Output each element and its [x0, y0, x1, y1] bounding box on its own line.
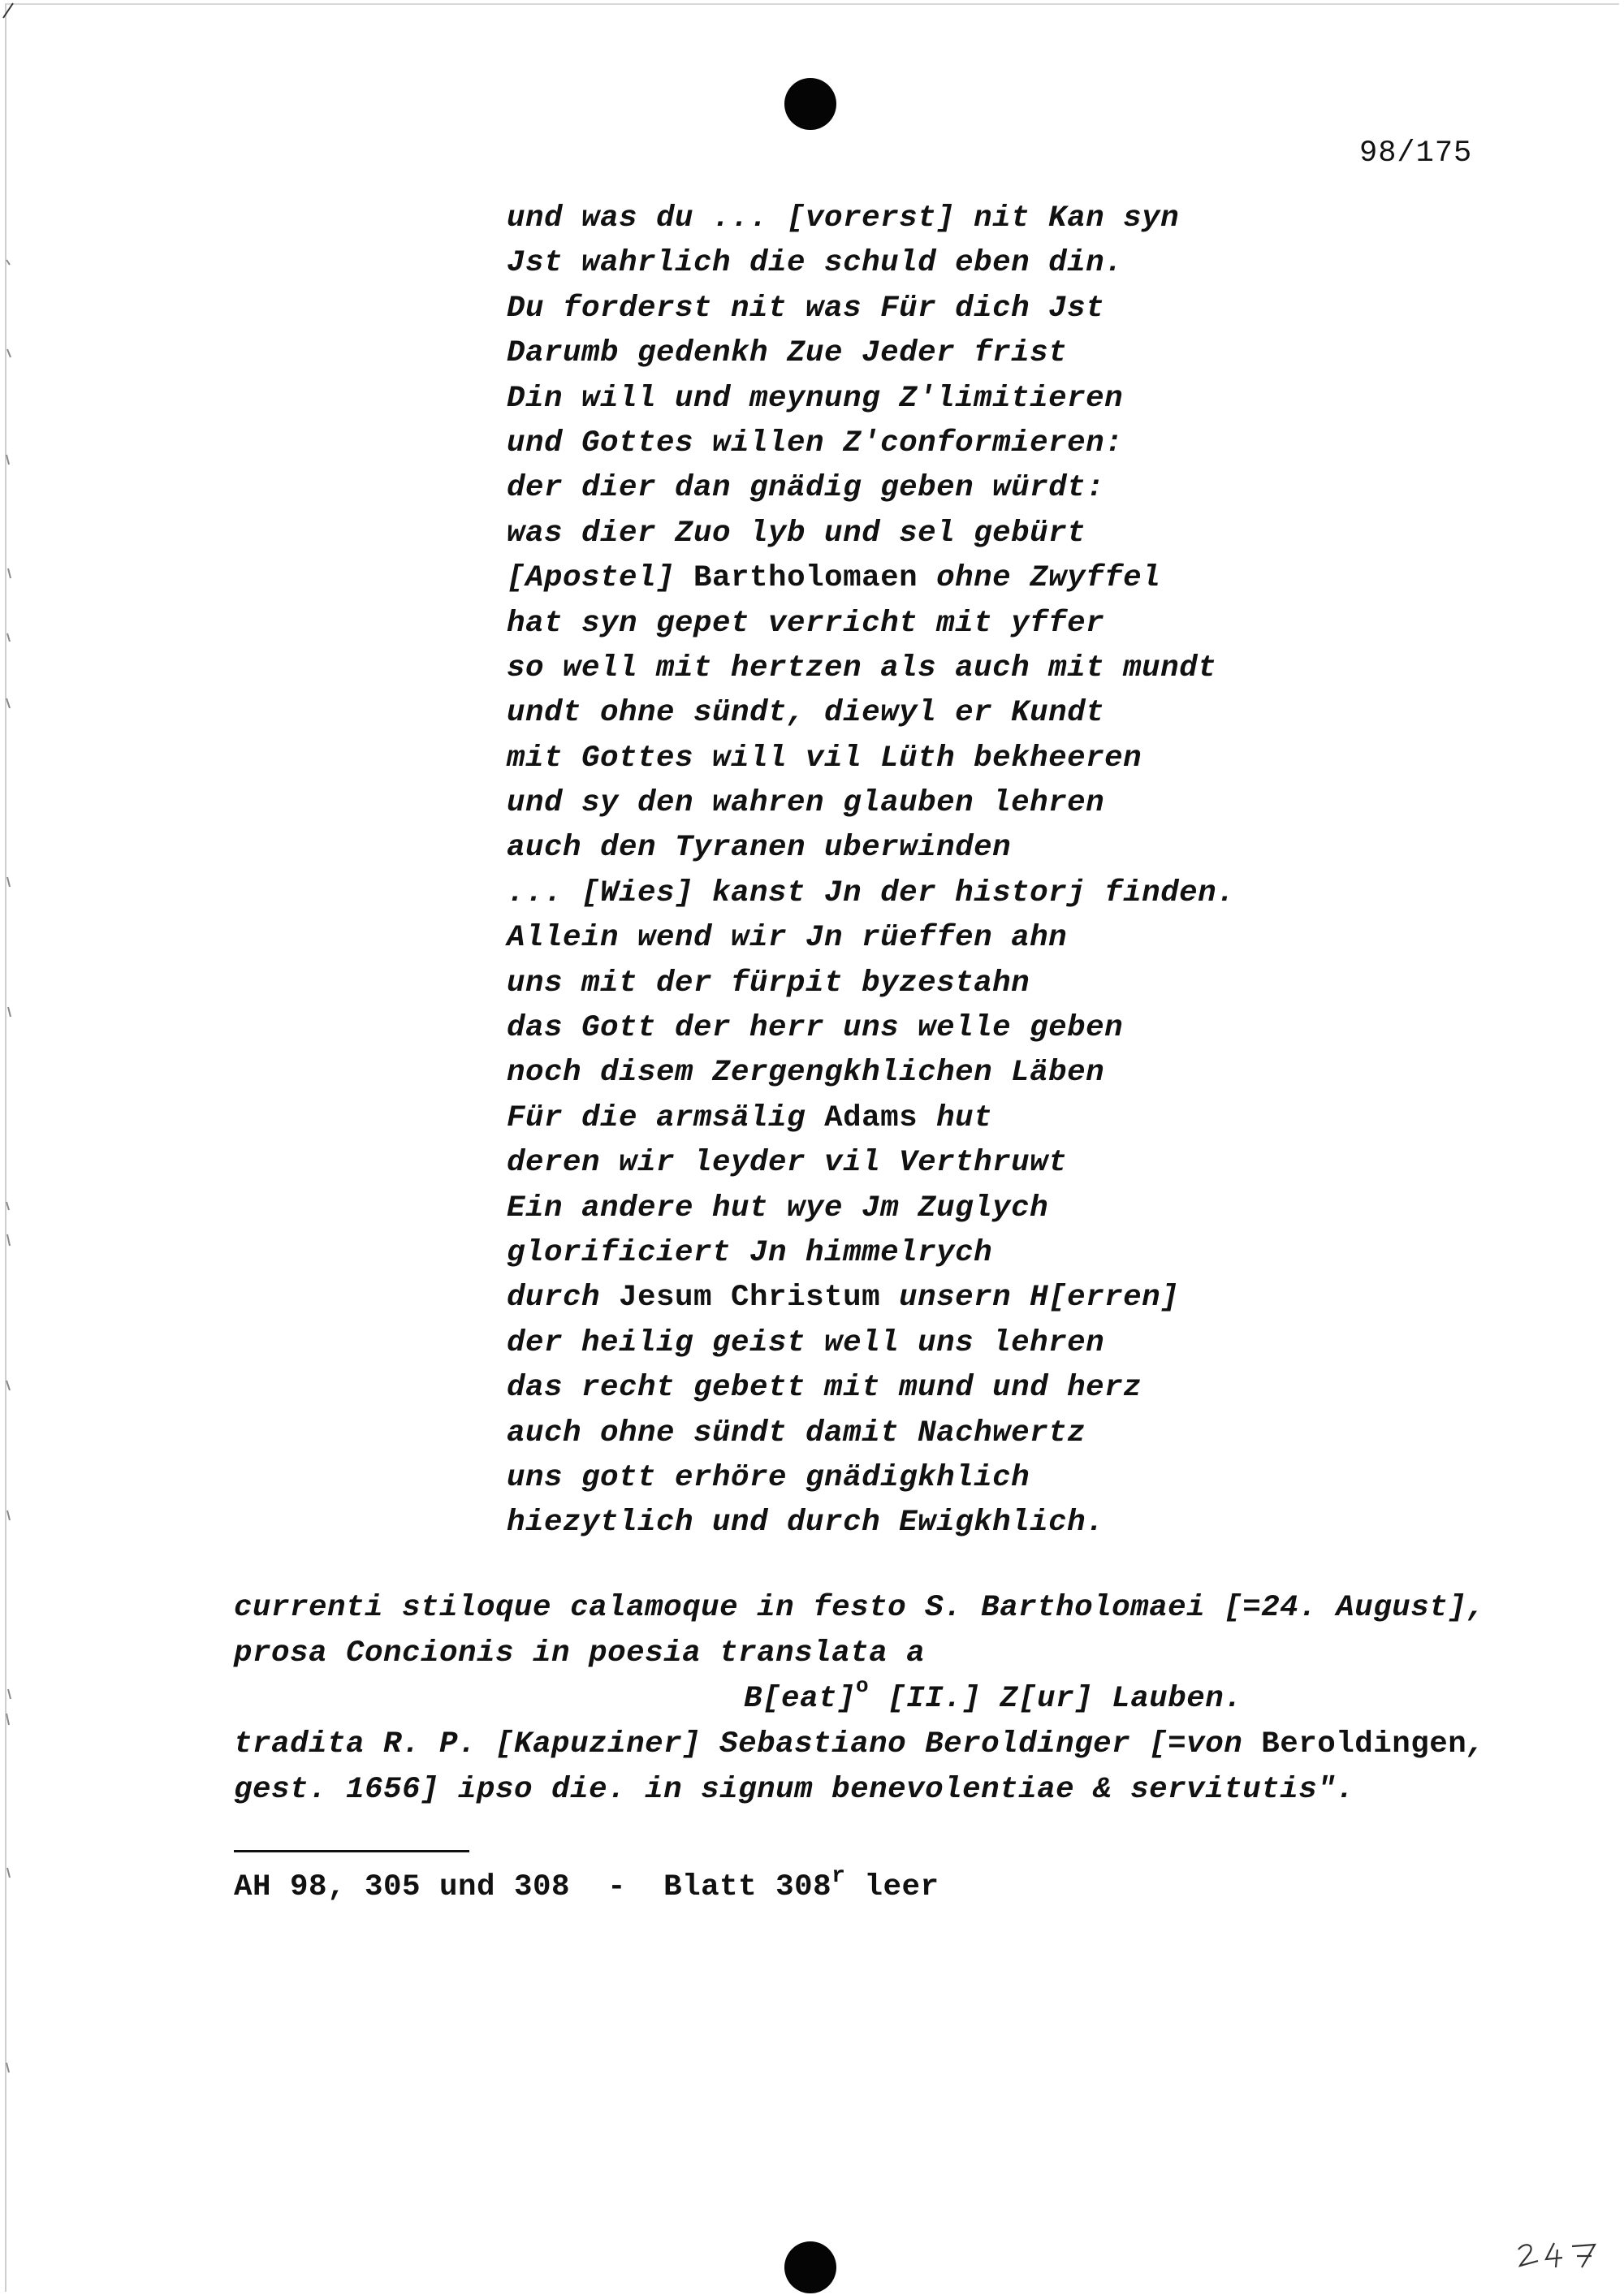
- poem-line: ... [Wies] kanst Jn der historj finden.: [507, 875, 1236, 910]
- poem-line: das recht gebett mit mund und herz: [507, 1371, 1142, 1406]
- poem-text-span: Für die armsälig: [507, 1100, 825, 1135]
- poem-line: hiezytlich und durch Ewigkhlich.: [507, 1506, 1105, 1541]
- punch-hole-bottom: [784, 2241, 836, 2293]
- punch-hole-top: [784, 78, 836, 130]
- poem-text-span: hut: [918, 1100, 993, 1135]
- poem-text: [507, 197, 1235, 1546]
- poem-line: auch den Tyranen uberwinden: [507, 831, 1012, 866]
- poem-text-span: ohne Zwyffel: [918, 561, 1161, 596]
- superscript-o: o: [856, 1674, 870, 1698]
- poem-text-span: [Apostel]: [507, 561, 694, 596]
- poem-text-span: durch: [507, 1281, 620, 1316]
- poem-text-span: unsern H[erren]: [880, 1281, 1180, 1316]
- prose-text-span: ,: [1466, 1727, 1486, 1761]
- prose-line: gest. 1656] ipso die. in signum benevolentiae & servitutis".: [234, 1773, 1355, 1807]
- poem-bold-name: Adams: [824, 1100, 918, 1135]
- footnote-text: AH 98, 305 und 308 - Blatt 308: [234, 1870, 832, 1904]
- prose-line-signature: [234, 1676, 1485, 1722]
- poem-line: Allein wend wir Jn rüeffen ahn: [507, 921, 1068, 956]
- poem-line: hat syn gepet verricht mit yffer: [507, 606, 1105, 641]
- poem-line: deren wir leyder vil Verthruwt: [507, 1146, 1068, 1181]
- handwritten-page-number: [1514, 2238, 1603, 2271]
- prose-text-span: tradita R. P. [Kapuziner] Sebastiano Beroldinger [=von: [234, 1727, 1262, 1761]
- poem-line: uns mit der fürpit byzestahn: [507, 966, 1030, 1001]
- poem-line: das Gott der herr uns welle geben: [507, 1011, 1124, 1046]
- poem-line: der heilig geist well uns lehren: [507, 1325, 1105, 1360]
- bold-name-beroldingen: Beroldingen: [1261, 1727, 1467, 1761]
- poem-line: Din will und meynung Z'limitieren: [507, 381, 1124, 416]
- poem-line: glorificiert Jn himmelrych: [507, 1235, 993, 1270]
- poem-line: [507, 556, 1235, 601]
- prose-line: [234, 1722, 1485, 1767]
- left-edge-scan-specks: [0, 0, 19, 2295]
- poem-line: und Gottes willen Z'conformieren:: [507, 426, 1124, 460]
- poem-line: [507, 1096, 1235, 1141]
- poem-line: mit Gottes will vil Lüth bekheeren: [507, 741, 1142, 776]
- prose-signature-rest: [II.] Z[ur] Lauben.: [869, 1682, 1243, 1716]
- footnote-superscript: r: [831, 1864, 846, 1889]
- page-number: 98/175: [1359, 136, 1473, 171]
- poem-line: so well mit hertzen als auch mit mundt: [507, 650, 1217, 685]
- prose-text: [234, 1585, 1485, 1813]
- footnote-rule: [234, 1850, 469, 1852]
- poem-line: undt ohne sündt, diewyl er Kundt: [507, 696, 1105, 731]
- poem-line: Du forderst nit was Für dich Jst: [507, 291, 1105, 326]
- poem-line: Darumb gedenkh Zue Jeder frist: [507, 336, 1068, 371]
- poem-line: Jst wahrlich die schuld eben din.: [507, 246, 1124, 281]
- poem-line: was dier Zuo lyb und sel gebürt: [507, 516, 1086, 551]
- prose-line: currenti stiloque calamoque in festo S. Bartholomaei [=24. August],: [234, 1591, 1486, 1625]
- footnote-text-end: leer: [845, 1870, 939, 1904]
- poem-line: der dier dan gnädig geben würdt:: [507, 471, 1105, 506]
- poem-line: uns gott erhöre gnädigkhlich: [507, 1460, 1030, 1495]
- prose-line: prosa Concionis in poesia translata a: [234, 1636, 926, 1670]
- footnote: [234, 1865, 939, 1910]
- poem-line: [507, 1276, 1235, 1320]
- poem-line: und was du ... [vorerst] nit Kan syn: [507, 201, 1180, 236]
- poem-line: noch disem Zergengkhlichen Läben: [507, 1056, 1105, 1091]
- poem-bold-name: Bartholomaen: [693, 561, 918, 596]
- poem-line: und sy den wahren glauben lehren: [507, 786, 1105, 821]
- prose-signature-name: B[eat]: [744, 1682, 857, 1716]
- poem-bold-name: Jesum Christum: [619, 1281, 881, 1316]
- right-edge-shadow: [1618, 0, 1624, 2295]
- poem-line: Ein andere hut wye Jm Zuglych: [507, 1191, 1049, 1225]
- poem-line: auch ohne sündt damit Nachwertz: [507, 1415, 1086, 1450]
